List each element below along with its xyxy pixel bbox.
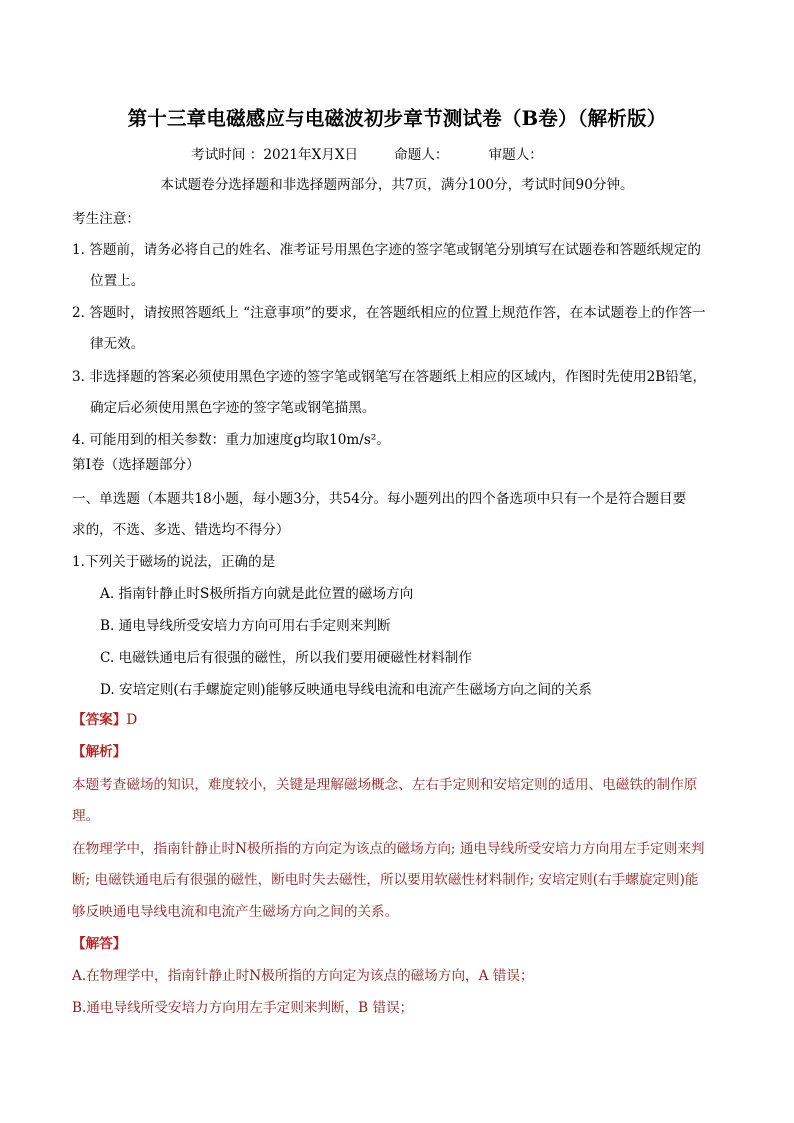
notice-2-line1: 2. 答题时，请按照答题纸上 “注意事项”的要求，在答题纸相应的位置上规范作答，在本试题卷上的作答一	[72, 305, 706, 321]
notice-heading: 考生注意：	[72, 211, 140, 227]
exam-meta	[0, 146, 794, 164]
answer-value: D	[126, 712, 138, 728]
analysis-label: 【解析】	[72, 744, 127, 760]
question-stem: 1.下列关于磁场的说法，正确的是	[72, 554, 276, 570]
option-b: B. 通电导线所受安培力方向可用右手定则来判断	[100, 618, 391, 634]
analysis-p1-line2: 理。	[72, 808, 100, 824]
intro-text: 本试题卷分选择题和非选择题两部分，共7页，满分100分，考试时间90分钟。	[160, 177, 634, 193]
exam-time: 考试时间 ：2021年X月X日	[191, 147, 359, 163]
document-title: 第十三章电磁感应与电磁波初步章节测试卷（B卷）（解析版）	[127, 107, 667, 130]
answer-line	[72, 711, 137, 729]
notice-1-line2: 位置上。	[90, 273, 145, 289]
solution-label: 【解答】	[72, 936, 127, 952]
notice-3-line2: 确定后必须使用黑色字迹的签字笔或钢笔描黑。	[90, 400, 376, 416]
solution-line-b: B.通电导线所受安培力方向用左手定则来判断，B 错误；	[72, 1000, 414, 1016]
analysis-p2-line1: 在物理学中，指南针静止时N极所指的方向定为该点的磁场方向; 通电导线所受安培力方向用左手定则来判	[72, 841, 705, 857]
analysis-p2-line2: 断; 电磁铁通电后有很强的磁性，断电时失去磁性，所以要用软磁性材料制作; 安培定则(右手螺旋定则)能	[72, 872, 699, 888]
notice-1-line1: 1. 答题前，请务必将自己的姓名、准考证号用黑色字迹的签字笔或钢笔分别填写在试题卷和答题纸规定的	[72, 242, 702, 258]
answer-label: 【答案】	[72, 712, 127, 728]
notice-3-line1: 3. 非选择题的答案必须使用黑色字迹的签字笔或钢笔写在答题纸上相应的区域内，作图时先使用2B铅笔，	[72, 369, 707, 385]
notice-2-line2: 律无效。	[90, 336, 145, 352]
solution-line-a: A.在物理学中，指南针静止时N极所指的方向定为该点的磁场方向，A 错误；	[72, 968, 534, 984]
option-d: D. 安培定则(右手螺旋定则)能够反映通电导线电流和电流产生磁场方向之间的关系	[100, 682, 592, 698]
notice-4: 4. 可能用到的相关参数：重力加速度g均取10m/s²。	[72, 432, 390, 448]
section-heading-line2: 求的，不选、多选、错选均不得分）	[72, 522, 290, 538]
analysis-p2-line3: 够反映通电导线电流和电流产生磁场方向之间的关系。	[72, 904, 399, 920]
option-c: C. 电磁铁通电后有很强的磁性，所以我们要用硬磁性材料制作	[100, 650, 472, 666]
analysis-p1-line1: 本题考查磁场的知识，难度较小，关键是理解磁场概念、左右手定则和安培定则的适用、电磁铁的制作原	[72, 777, 698, 793]
section-heading-line1: 一、单选题（本题共18小题，每小题3分，共54分。每小题列出的四个备选项中只有一个是符合题目要	[72, 491, 687, 507]
author-label: 命题人：	[394, 147, 449, 163]
reviewer-label: 审题人：	[488, 147, 543, 163]
option-a: A. 指南针静止时S极所指方向就是此位置的磁场方向	[100, 586, 414, 602]
part-title: 第Ⅰ卷（选择题部分）	[72, 457, 200, 473]
